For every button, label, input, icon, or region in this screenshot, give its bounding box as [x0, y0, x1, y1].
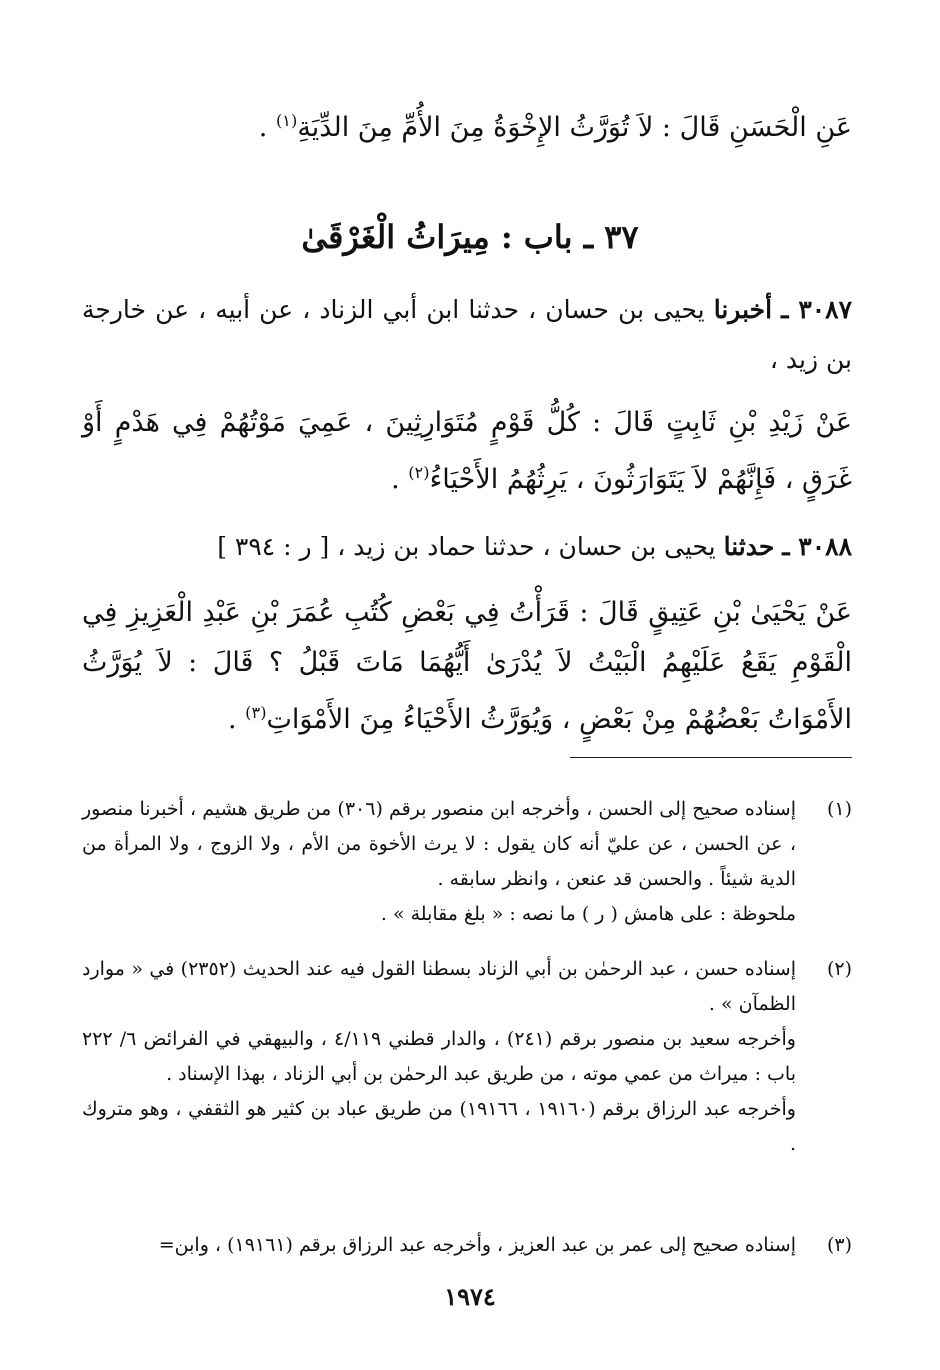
- footnote-2: [82, 952, 852, 1162]
- hadith-matn: عَنْ يَحْيَىٰ بْنِ عَتِيقٍ قَالَ : قَرَأْتُ فِي بَعْضِ كُتُبِ عُمَرَ بْنِ عَبْدِ الْعَزِيزِ فِي الْقَوْمِ يَقَعُ عَلَيْهِمُ الْبَيْتُ لاَ يُدْرَىٰ أَيُّهُمَا مَاتَ قَبْلُ ؟ قَالَ : لاَ يُوَرَّثُ الأَمْوَاتُ بَعْضُهُمْ مِنْ بَعْضٍ ، وَيُوَرَّثُ الأَحْيَاءُ مِنَ الأَمْوَاتِ: [82, 597, 852, 735]
- isnad-chain: يحيى بن حسان ، حدثنا حماد بن زيد ،: [337, 532, 716, 561]
- hadith-3087-matn: [82, 398, 852, 505]
- hadith-matn: عَنْ زَيْدِ بْنِ ثَابِتٍ قَالَ : كُلُّ قَوْمٍ مُتَوَارِثِينَ ، عَمِيَ مَوْتُهُمْ فِي هَدْمٍ أَوْ غَرَقٍ ، فَإِنَّهُمْ لاَ يَتَوَارَثُونَ ، يَرِثُهُمُ الأَحْيَاءُ: [82, 407, 852, 495]
- footnote-paragraph: إسناده حسن ، عبد الرحمٰن بن أبي الزناد بسطنا القول فيه عند الحديث (٢٣٥٢) في « موارد الظمآن » .: [82, 958, 797, 1015]
- footnote-paragraph: ملحوظة : على هامش ( ر ) ما نصه : « بلغ مقابلة » .: [380, 903, 796, 925]
- footnote-marker: (٣): [245, 703, 267, 722]
- page-number: ١٩٧٤: [444, 1282, 496, 1311]
- sentence-end: .: [227, 704, 237, 735]
- hadith-number: ٣٠٨٨ ـ: [782, 532, 852, 561]
- footnote-number: (٣): [826, 1234, 852, 1256]
- sentence-end: .: [258, 112, 268, 143]
- cross-reference: [ ر : ٣٩٤ ]: [217, 532, 330, 561]
- footnote-3: [82, 1228, 852, 1263]
- hadith-matn: عَنِ الْحَسَنِ قَالَ : لاَ تُوَرَّثُ الإِخْوَةُ مِنَ الأُمِّ مِنَ الدِّيَةِ: [297, 112, 852, 143]
- hadith-3088-isnad: [82, 522, 852, 572]
- footnote-number: (١): [826, 798, 852, 820]
- transmission-verb: أخبرنا: [713, 295, 773, 324]
- sentence-end: .: [391, 464, 400, 495]
- footnote-paragraph: وأخرجه عبد الرزاق برقم (١٩١٦٠ ، ١٩١٦٦) من طريق عباد بن كثير هو الثقفي ، وهو متروك .: [82, 1098, 796, 1155]
- transmission-verb: حدثنا: [723, 532, 775, 561]
- isnad-chain: يحيى بن حسان ، حدثنا ابن أبي الزناد ، عن أبيه ، عن خارجة بن زيد ،: [82, 295, 852, 374]
- footnote-separator: [570, 757, 852, 758]
- footnote-marker: (١): [275, 111, 298, 130]
- footnote-paragraph: وأخرجه سعيد بن منصور برقم (٢٤١) ، والدار قطني ٤/١١٩ ، والبيهقي في الفرائض ٦/ ٢٢٢ باب : ميراث من عمي موته ، من طريق عبد الرحمٰن بن أبي الزناد ، بهذا الإسناد .: [82, 1028, 796, 1085]
- footnote-paragraph: إسناده صحيح إلى الحسن ، وأخرجه ابن منصور برقم (٣٠٦) من طريق هشيم ، أخبرنا منصور ، عن الحسن ، عن عليّ أنه كان يقول : لا يرث الأخوة من الأم ، ولا الزوج ، ولا المرأة من الدية شيئاً . والحسن قد عنعن ، وانظر سابقه .: [82, 798, 796, 890]
- chapter-heading: ٣٧ ـ باب : مِيرَاثُ الْغَرْقَىٰ: [301, 218, 639, 256]
- footnote-paragraph: إسناده صحيح إلى عمر بن عبد العزيز ، وأخرجه عبد الرزاق برقم (١٩١٦١) ، وابن=: [158, 1234, 796, 1256]
- hadith-number: ٣٠٨٧ ـ: [781, 295, 853, 324]
- hadith-3087-isnad: [82, 285, 852, 385]
- footnote-1: [82, 792, 852, 932]
- footnote-marker: (٢): [408, 463, 430, 482]
- hadith-3088-matn: [82, 588, 852, 745]
- footnote-number: (٢): [826, 958, 852, 980]
- continued-hadith-text: [82, 96, 852, 153]
